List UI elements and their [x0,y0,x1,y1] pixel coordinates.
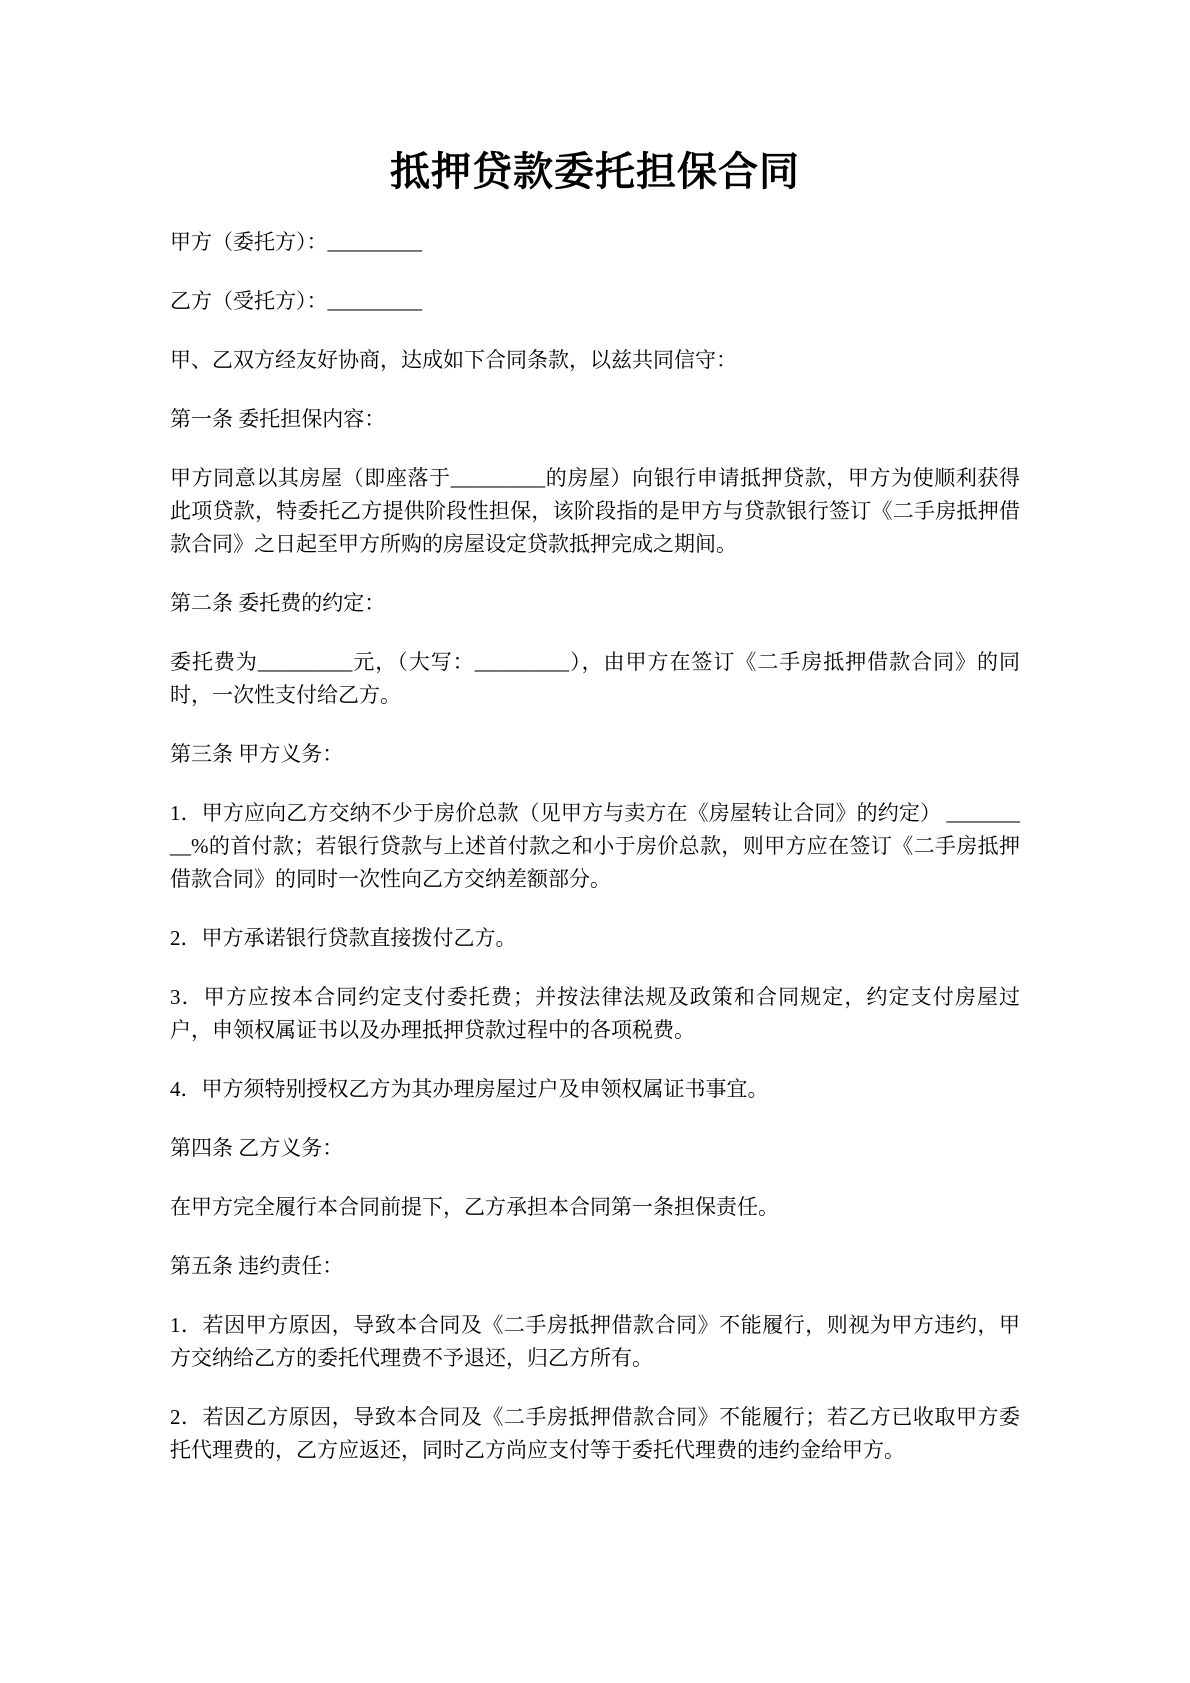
article-1-body: 甲方同意以其房屋（即座落于_________的房屋）向银行申请抵押贷款，甲方为使顺利获得此项贷款，特委托乙方提供阶段性担保，该阶段指的是甲方与贷款银行签订《二手房抵押借款合同》之日起至甲方所购的房屋设定贷款抵押完成之期间。 [170,466,1020,556]
article-4-body: 在甲方完全履行本合同前提下，乙方承担本合同第一条担保责任。 [170,1195,779,1219]
article-3-item-3: 3．甲方应按本合同约定支付委托费；并按法律法规及政策和合同规定，约定支付房屋过户，申领权属证书以及办理抵押贷款过程中的各项税费。 [170,985,1020,1042]
party-b-line: 乙方（受托方）：_________ [170,289,422,313]
document-title: 抵押贷款委托担保合同 [390,149,800,194]
article-5-item-2: 2．若因乙方原因，导致本合同及《二手房抵押借款合同》不能履行；若乙方已收取甲方委托代理费的，乙方应返还，同时乙方尚应支付等于委托代理费的违约金给甲方。 [170,1405,1020,1462]
article-4-heading: 第四条 乙方义务： [170,1136,344,1160]
article-2-heading: 第二条 委托费的约定： [170,591,386,615]
party-a-line: 甲方（委托方）：_________ [170,230,422,254]
article-3-heading: 第三条 甲方义务： [170,742,344,766]
article-5-heading: 第五条 违约责任： [170,1254,344,1278]
article-5-item-1: 1．若因甲方原因，导致本合同及《二手房抵押借款合同》不能履行，则视为甲方违约，甲方交纳给乙方的委托代理费不予退还，归乙方所有。 [170,1313,1020,1370]
article-1-heading: 第一条 委托担保内容： [170,407,386,431]
article-3-item-2: 2．甲方承诺银行贷款直接拨付乙方。 [170,926,517,950]
preamble-paragraph: 甲、乙双方经友好协商，达成如下合同条款，以兹共同信守： [170,348,737,372]
article-2-body: 委托费为_________元，（大写：_________），由甲方在签订《二手房抵押借款合同》的同时，一次性支付给乙方。 [170,650,1020,707]
article-3-item-1: 1．甲方应向乙方交纳不少于房价总款（见甲方与卖方在《房屋转让合同》的约定） _________%的首付款；若银行贷款与上述首付款之和小于房价总款，则甲方应在签订《二手房抵押借款合同》的同时一次性向乙方交纳差额部分。 [170,801,1020,891]
article-3-item-4: 4．甲方须特别授权乙方为其办理房屋过户及申领权属证书事宜。 [170,1077,769,1101]
